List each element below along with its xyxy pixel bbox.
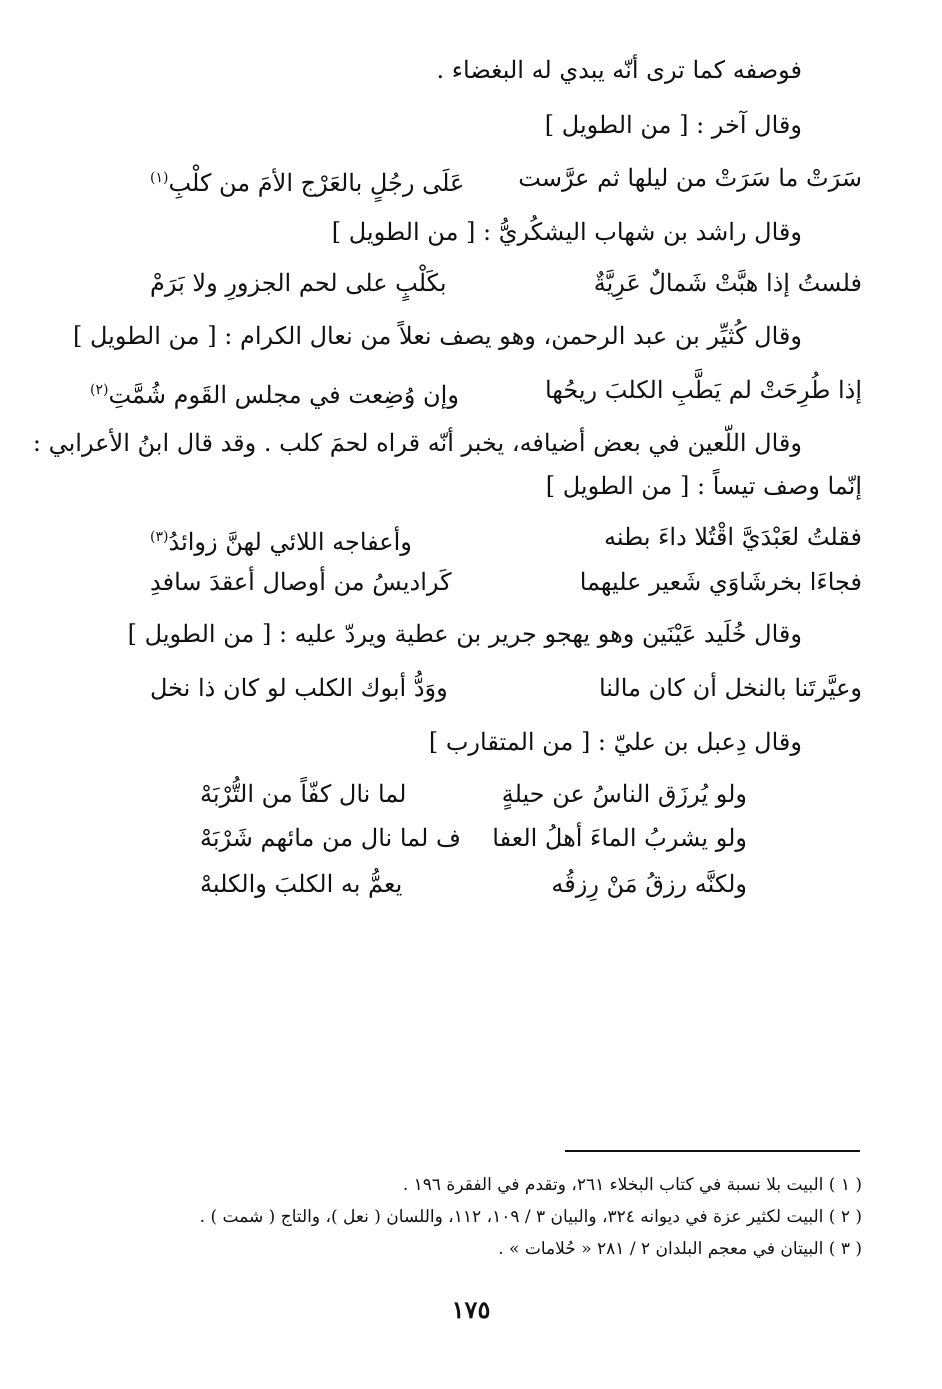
verse-line xyxy=(150,818,862,858)
verse-line xyxy=(150,517,862,557)
verse-line xyxy=(150,668,862,708)
verse-first-hemistich: ولكنَّه رزقُ مَنْ رِزقُه xyxy=(551,870,747,898)
footnote: ( ٢ ) البيت لكثير عزة في ديوانه ٣٢٤، والبيان ٣ / ١٠٩، ١١٢، واللسان ( نعل )، والتاج ( شمت ) . xyxy=(199,1207,862,1227)
verse-second-hemistich: لما نال كفّاً من التُّرْبَهْ xyxy=(200,780,407,808)
verse-second-hemistich: ف لما نال من مائهم شَرْبَهْ xyxy=(200,824,461,852)
verse-first-hemistich: إذا طُرِحَتْ لم يَطَّبِ الكلبَ ريحُها xyxy=(544,376,862,404)
verse-second-hemistich: وإن وُضِعت في مجلس القَوم شُمَّتِ$^{(٢)}$ xyxy=(90,381,459,409)
verse-line xyxy=(150,774,862,814)
footnote-marker: (٣) xyxy=(150,529,169,545)
footnote-marker: (٢) xyxy=(90,382,109,398)
footnote: ( ١ ) البيت بلا نسبة في كتاب البخلاء ٢٦١، وتقدم في الفقرة ١٩٦ . xyxy=(402,1175,862,1195)
verse-second-hemistich: ووَدُّ أبوك الكلب لو كان ذا نخل xyxy=(150,674,448,702)
text-line: وقال راشد بن شهاب اليشكُريُّ : [ من الطويل ] xyxy=(331,218,802,246)
verse-second-hemistich: بكَلْبٍ على لحم الجزورِ ولا بَرَمْ xyxy=(150,269,447,297)
footnote: ( ٣ ) البيتان في معجم البلدان ٢ / ٢٨١ « حُلامات » . xyxy=(498,1239,862,1259)
text-line: وقال دِعبل بن عليّ : [ من المتقارب ] xyxy=(428,728,802,756)
verse-first-hemistich: ولو يُرزَق الناسُ عن حيلةٍ xyxy=(501,780,747,808)
text-line: وقال آخر : [ من الطويل ] xyxy=(544,111,802,139)
footnote-marker: (١) xyxy=(150,170,169,186)
text-line: وقال اللّعين في بعض أضيافه، يخبر أنّه قراه لحمَ كلب . وقد قال ابنُ الأعرابي : xyxy=(32,429,802,457)
verse-second-hemistich: وأعفاجه اللائي لهنَّ زوائدُ$^{(٣)}$ xyxy=(150,528,412,556)
text-line: وقال خُلَيد عَيْنَين وهو يهجو جرير بن عطية ويردّ عليه : [ من الطويل ] xyxy=(127,620,802,648)
text-line: إنّما وصف تيساً : [ من الطويل ] xyxy=(545,472,862,500)
footnote-separator xyxy=(565,1150,860,1152)
verse-first-hemistich: ولو يشربُ الماءَ أهلُ العفا xyxy=(492,824,747,852)
verse-first-hemistich: سَرَتْ ما سَرَتْ من ليلها ثم عرَّست xyxy=(518,164,862,192)
verse-line xyxy=(90,370,862,410)
text-line: وقال كُثيِّر بن عبد الرحمن، وهو يصف نعلاً من نعال الكرام : [ من الطويل ] xyxy=(72,322,802,350)
verse-first-hemistich: فلستُ إذا هبَّتْ شَمالٌ عَرِيَّةٌ xyxy=(593,269,862,297)
verse-line xyxy=(150,864,862,904)
verse-second-hemistich: كَراديسُ من أوصال أعقدَ سافدِ xyxy=(150,568,452,596)
page-number: ١٧٥ xyxy=(451,1295,491,1324)
verse-line xyxy=(150,158,862,198)
verse-first-hemistich: وعيَّرتَنا بالنخل أن كان مالنا xyxy=(598,674,862,702)
verse-second-hemistich: يعمُّ به الكلبَ والكلبهْ xyxy=(200,870,403,898)
verse-first-hemistich: فقلتُ لعَبْدَيَّ اقْتُلا داءَ بطنه xyxy=(604,523,862,551)
verse-second-hemistich: عَلَى رجُلٍ بالعَرْج الأمَ من كلْبِ$^{(١)}$ xyxy=(150,169,465,197)
text-line: فوصفه كما ترى أنّه يبدي له البغضاء . xyxy=(436,56,802,84)
verse-line xyxy=(150,263,862,303)
verse-first-hemistich: فجاءَا بخرشَاوَي شَعير عليهما xyxy=(579,568,862,596)
verse-line xyxy=(150,562,862,602)
